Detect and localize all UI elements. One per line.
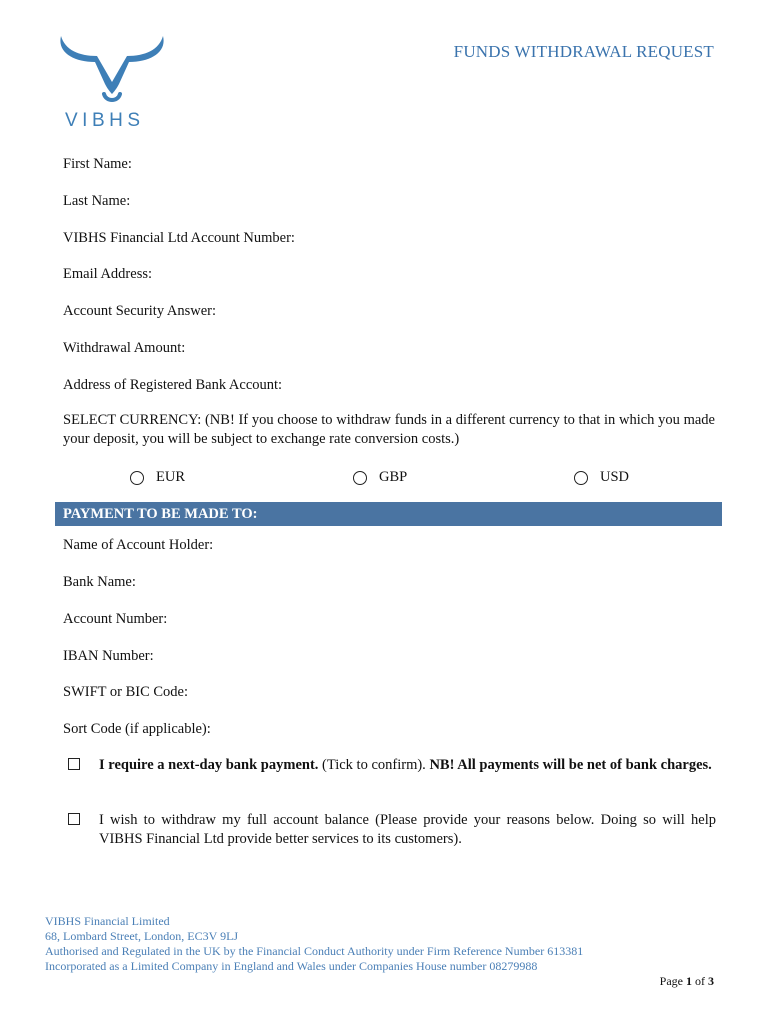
sort-code-field[interactable]: Sort Code (if applicable): [63,721,211,737]
bull-horns-icon [55,32,170,110]
footer-incorporation: Incorporated as a Limited Company in England and Wales under Companies House number 08279988 [45,959,538,973]
bank-address-field[interactable]: Address of Registered Bank Account: [63,377,283,393]
radio-button[interactable] [130,471,144,485]
swift-bic-field[interactable]: SWIFT or BIC Code: [63,684,188,700]
radio-button[interactable] [353,471,367,485]
currency-label: EUR [156,469,185,485]
page-number: Page 1 of 3 [659,974,714,988]
currency-option-usd[interactable] [574,469,629,486]
withdrawal-amount-field[interactable]: Withdrawal Amount: [63,340,186,356]
full-balance-text: I wish to withdraw my full account balance (Please provide your reasons below. Doing so will help VIBHS Financial Ltd provide better services to its customers). [99,812,716,847]
footer [45,914,583,974]
account-holder-field[interactable]: Name of Account Holder: [63,537,214,553]
checkbox[interactable] [68,813,80,825]
footer-regulation: Authorised and Regulated in the UK by the Financial Conduct Authority under Firm Reference Number 613381 [45,944,584,958]
currency-note: SELECT CURRENCY: (NB! If you choose to withdraw funds in a different currency to that in which you made your deposit, you will be subject to exchange rate conversion costs.) [63,412,715,447]
radio-button[interactable] [574,471,588,485]
next-day-payment-option[interactable] [68,756,716,775]
iban-field[interactable]: IBAN Number: [63,648,154,664]
bank-account-number-field[interactable]: Account Number: [63,611,168,627]
footer-company-name: VIBHS Financial Limited [45,914,170,928]
last-name-field[interactable]: Last Name: [63,193,131,209]
currency-option-gbp[interactable] [353,469,407,486]
logo-wordmark: VIBHS [65,110,145,131]
currency-label: USD [600,469,630,485]
checkbox[interactable] [68,758,80,770]
security-answer-field[interactable]: Account Security Answer: [63,303,217,319]
payment-section-heading: PAYMENT TO BE MADE TO: [55,502,722,526]
next-day-payment-text: I require a next-day bank payment. (Tick to confirm). NB! All payments will be net of bank charges. [99,757,712,773]
company-logo [55,32,170,132]
email-field[interactable]: Email Address: [63,266,153,282]
full-balance-option[interactable] [68,811,716,849]
currency-label: GBP [379,469,408,485]
first-name-field[interactable]: First Name: [63,156,132,172]
account-number-field[interactable]: VIBHS Financial Ltd Account Number: [63,230,295,246]
page-title: FUNDS WITHDRAWAL REQUEST [453,42,714,61]
currency-option-eur[interactable] [130,469,185,486]
footer-address: 68, Lombard Street, London, EC3V 9LJ [45,929,239,943]
bank-name-field[interactable]: Bank Name: [63,574,136,590]
